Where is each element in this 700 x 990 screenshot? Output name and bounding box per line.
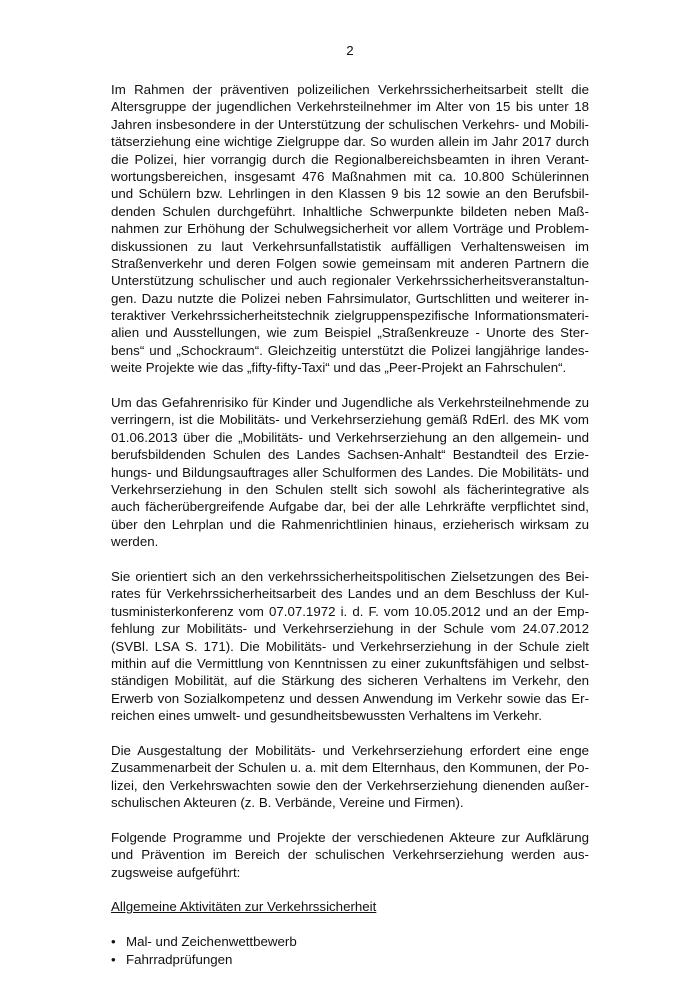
paragraph (111, 81, 589, 377)
spacer (111, 377, 589, 394)
text-line: teraktiver Verkehrssicherheitstechnik zielgruppenspezifische Informationsmateri- (111, 308, 589, 324)
paragraphs-container (111, 81, 589, 898)
bullet-icon: • (111, 934, 116, 950)
text-line: werden. (111, 534, 159, 550)
text-line: Jahren insbesondere in der Unterstützung der schulischen Verkehrs- und Mobili- (111, 116, 589, 132)
spacer (111, 724, 589, 741)
text-line: tätserziehung eine wichtige Zielgruppe dar. So wurden allein im Jahr 2017 durch (111, 134, 589, 150)
text-line: ständigen Mobilität, auf die Stärkung des sicheren Verhaltens im Verkehr, den (111, 673, 589, 689)
text-line: zugsweise aufgeführt: (111, 864, 241, 880)
text-line: rates für Verkehrssicherheitsarbeit des Landes und an dem Beschluss der Kul- (111, 586, 589, 602)
text-line: weite Projekte wie das „fifty-fifty-Taxi“ und das „Peer-Projekt an Fahrschulen“. (111, 360, 567, 376)
text-line: tusministerkonferenz vom 07.07.1972 i. d. F. vom 10.05.2012 und an der Emp- (111, 603, 589, 619)
text-line: berufsbildenden Schulen des Landes Sachsen-Anhalt“ Bestandteil des Erzie- (111, 447, 589, 463)
text-line: alien und Ausstellungen, wie zum Beispiel „Straßenkreuze - Unorte des Ster- (111, 325, 589, 341)
text-line: mithin auf die Vermittlung von Kenntnissen zu einer zukunftsfähigen und selbst- (111, 655, 589, 671)
list-item-text: Mal- und Zeichenwettbewerb (126, 934, 297, 950)
text-line: Verkehrserziehung in den Schulen stellt sich sowohl als fächerintegrative als (111, 481, 589, 497)
text-line: Straßenverkehr und deren Folgen sowie gemeinsam mit anderen Partnern die (111, 255, 589, 271)
text-line: und Prävention im Bereich der schulischen Verkehrserziehung werden aus- (111, 847, 589, 863)
text-line: Die Ausgestaltung der Mobilitäts- und Verkehrserziehung erfordert eine enge (111, 742, 589, 758)
text-line: Unterstützung schulischer und auch regionaler Verkehrssicherheitsveranstaltun- (111, 273, 589, 289)
paragraph (111, 394, 589, 551)
text-line: denden Schulen durchgeführt. Inhaltliche Schwerpunkte bildeten neben Maß- (111, 203, 589, 219)
text-line: und Schülern bzw. Lehrlingen in den Klassen 9 bis 12 sowie an den Berufsbil- (111, 186, 589, 202)
text-line: nahmen zur Erhöhung der Schulwegsicherheit vor allem Vorträge und Problem- (111, 221, 589, 237)
section-heading: Allgemeine Aktivitäten zur Verkehrssicherheit (111, 899, 377, 915)
text-line: auch fächerübergreifende Aufgabe dar, bei der alle Lehrkräfte verpflichtet sind, (111, 499, 589, 515)
text-line: Erwerb von Sozialkompetenz und dessen Anwendung im Verkehr sowie das Er- (111, 690, 589, 706)
text-line: schulischen Akteuren (z. B. Verbände, Vereine und Firmen). (111, 795, 464, 811)
text-line: bens“ und „Schockraum“. Gleichzeitig unterstützt die Polizei langjährige landes- (111, 342, 589, 358)
text-line: 01.06.2013 über die „Mobilitäts- und Verkehrserziehung an den allgemein- und (111, 429, 589, 445)
text-line: Im Rahmen der präventiven polizeilichen Verkehrssicherheitsarbeit stellt die (111, 82, 589, 97)
text-line: Altersgruppe der jugendlichen Verkehrsteilnehmer im Alter von 15 bis unter 18 (111, 99, 589, 115)
text-line: (SVBl. LSA S. 171). Die Mobilitäts- und Verkehrserziehung in der Schule zielt (111, 638, 589, 654)
paragraph (111, 829, 589, 881)
text-line: Folgende Programme und Projekte der verschiedenen Akteure zur Aufklärung (111, 829, 589, 845)
text-line: fehlung zur Mobilitäts- und Verkehrserziehung in der Schule vom 24.07.2012 (111, 621, 589, 637)
text-line: lizei, den Verkehrswachten sowie den der Verkehrserziehung dienenden außer- (111, 777, 589, 793)
bullet-list (111, 933, 589, 968)
text-line: über den Lehrplan und die Rahmenrichtlinien hinaus, erzieherisch wirksam zu (111, 516, 589, 532)
bullet-icon: • (111, 951, 116, 967)
text-line: reichen eines umwelt- und gesundheitsbewussten Verhaltens im Verkehr. (111, 708, 542, 724)
text-line: hungs- und Bildungsauftrages aller Schulformen des Landes. Die Mobilitäts- und (111, 464, 589, 480)
text-line: Zusammenarbeit der Schulen u. a. mit dem Elternhaus, den Kommunen, der Po- (111, 760, 589, 776)
list-item (111, 951, 589, 968)
list-item-text: Fahrradprüfungen (126, 951, 233, 967)
text-line: gen. Dazu nutzte die Polizei neben Fahrsimulator, Gurtschlitten und weiterer in- (111, 290, 589, 306)
document-body (111, 81, 589, 968)
spacer (111, 916, 589, 933)
paragraph (111, 742, 589, 812)
text-line: diskussionen zu laut Verkehrsunfallstatistik auffälligen Verhaltensweisen im (111, 238, 589, 254)
spacer (111, 811, 589, 828)
spacer (111, 551, 589, 568)
text-line: wortungsbereichen, insgesamt 476 Maßnahmen mit ca. 10.800 Schülerinnen (111, 168, 589, 184)
text-line: die Polizei, hier vorrangig durch die Regionalbereichsbeamten in ihren Verant- (111, 151, 589, 167)
page-number: 2 (346, 43, 354, 58)
paragraph (111, 568, 589, 725)
text-line: Sie orientiert sich an den verkehrssicherheitspolitischen Zielsetzungen des Bei- (111, 568, 589, 584)
spacer (111, 881, 589, 898)
text-line: Um das Gefahrenrisiko für Kinder und Jugendliche als Verkehrsteilnehmende zu (111, 395, 589, 411)
text-line: verringern, ist die Mobilitäts- und Verkehrserziehung gemäß RdErl. des MK vom (111, 412, 589, 428)
list-item (111, 933, 589, 950)
